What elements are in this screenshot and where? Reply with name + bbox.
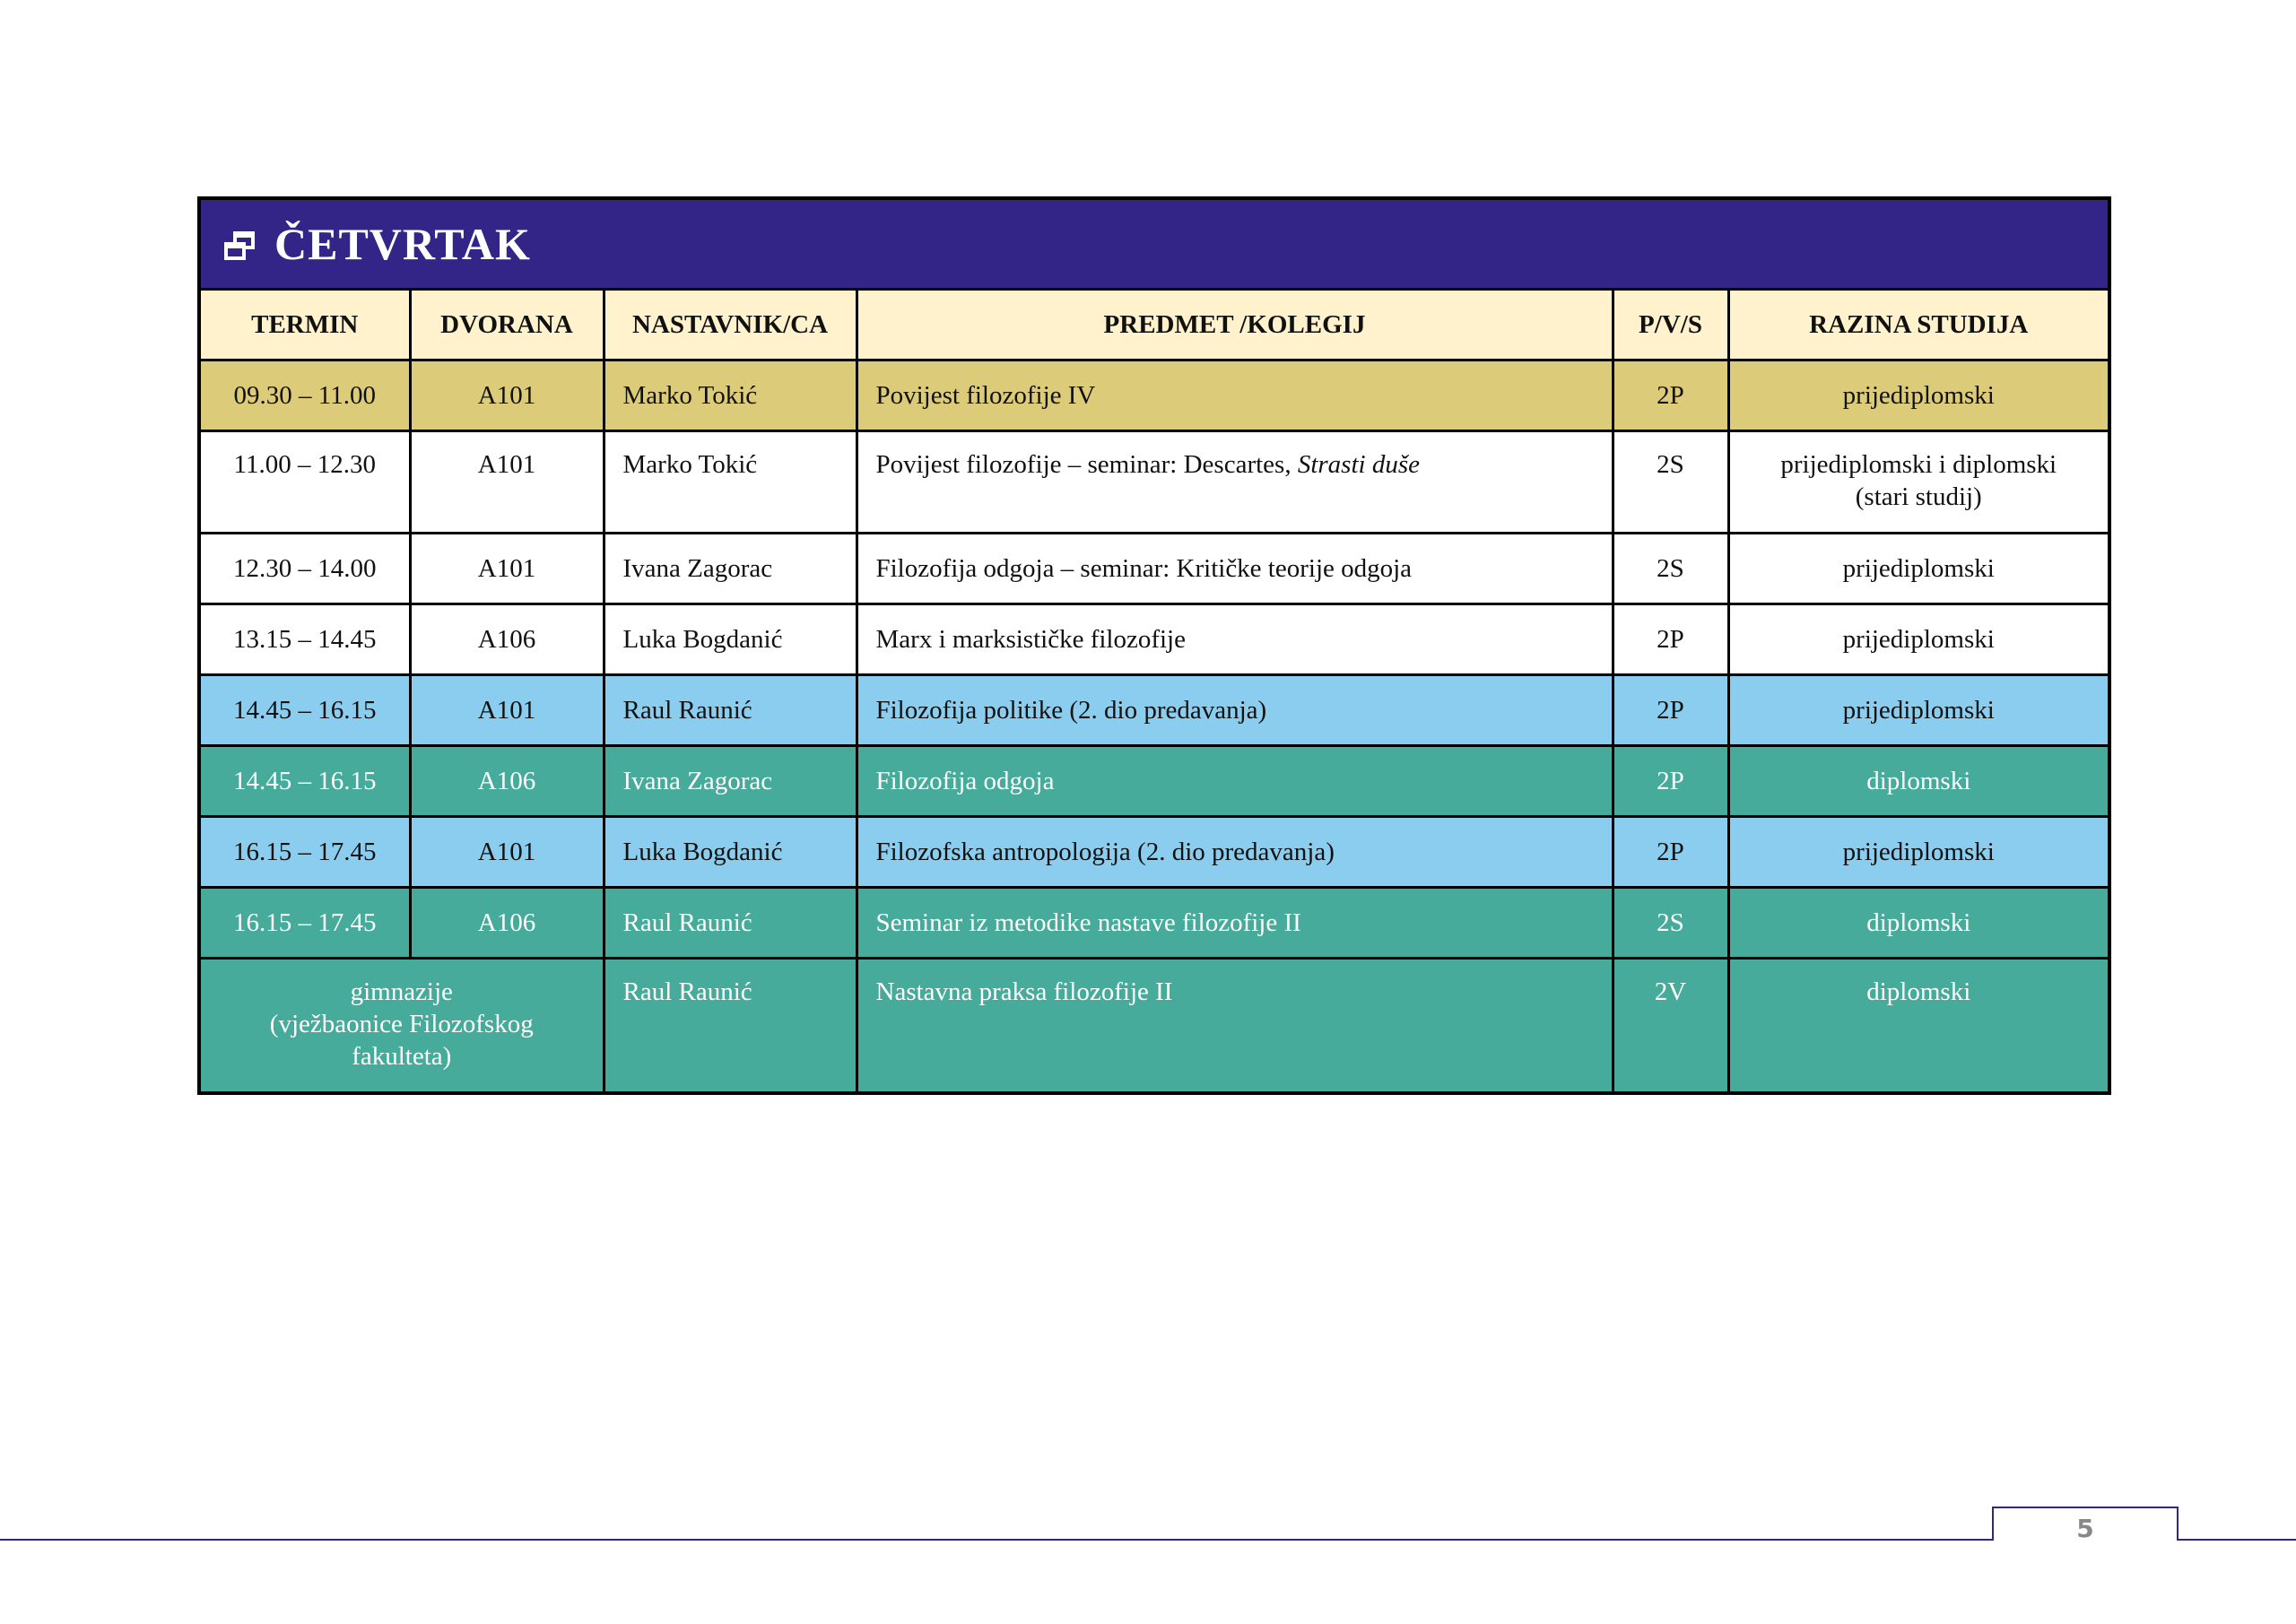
cell-predmet <box>857 431 1613 534</box>
header-predmet: PREDMET /KOLEGIJ <box>857 290 1613 360</box>
cell-nastavnik: Raul Raunić <box>604 675 857 746</box>
cell-termin: 13.15 – 14.45 <box>199 604 410 675</box>
table-row <box>199 888 2109 959</box>
cell-dvorana: A101 <box>410 431 604 534</box>
table-row <box>199 360 2109 431</box>
location-line1: gimnazije <box>350 977 453 1006</box>
cell-pvs: 2P <box>1613 746 1728 817</box>
footer-rule-left <box>0 1539 1993 1541</box>
cell-razina: diplomski <box>1728 746 2109 817</box>
cell-razina: prijediplomski <box>1728 817 2109 888</box>
cell-predmet: Povijest filozofije IV <box>857 360 1613 431</box>
cell-razina: diplomski <box>1728 959 2109 1093</box>
cell-termin: 14.45 – 16.15 <box>199 675 410 746</box>
schedule-table <box>197 196 2111 1095</box>
cell-nastavnik: Ivana Zagorac <box>604 534 857 604</box>
cell-razina: prijediplomski <box>1728 360 2109 431</box>
predmet-italic: Strasti duše <box>1297 450 1420 479</box>
cell-termin: 14.45 – 16.15 <box>199 746 410 817</box>
footer-rule-right <box>2177 1539 2296 1541</box>
cell-predmet: Marx i marksističke filozofije <box>857 604 1613 675</box>
cell-predmet: Filozofija politike (2. dio predavanja) <box>857 675 1613 746</box>
cell-razina: prijediplomski <box>1728 604 2109 675</box>
day-title: ČETVRTAK <box>274 219 531 269</box>
table-row <box>199 604 2109 675</box>
cell-razina: prijediplomski <box>1728 675 2109 746</box>
header-termin: TERMIN <box>199 290 410 360</box>
cell-nastavnik: Raul Raunić <box>604 959 857 1093</box>
cell-pvs: 2P <box>1613 604 1728 675</box>
cell-pvs: 2P <box>1613 360 1728 431</box>
location-line2: (vježbaonice Filozofskog <box>269 1010 534 1038</box>
cell-pvs: 2V <box>1613 959 1728 1093</box>
cell-pvs: 2S <box>1613 534 1728 604</box>
cell-nastavnik: Raul Raunić <box>604 888 857 959</box>
cell-pvs: 2S <box>1613 888 1728 959</box>
table-row <box>199 959 2109 1093</box>
cell-nastavnik: Luka Bogdanić <box>604 817 857 888</box>
page-number: 5 <box>2076 1514 2094 1543</box>
cell-dvorana: A101 <box>410 817 604 888</box>
cell-predmet: Filozofija odgoja – seminar: Kritičke teorije odgoja <box>857 534 1613 604</box>
cell-termin: 12.30 – 14.00 <box>199 534 410 604</box>
header-razina: RAZINA STUDIJA <box>1728 290 2109 360</box>
header-nastavnik: NASTAVNIK/CA <box>604 290 857 360</box>
cell-pvs: 2P <box>1613 817 1728 888</box>
cell-termin: 16.15 – 17.45 <box>199 888 410 959</box>
cell-dvorana: A106 <box>410 604 604 675</box>
table-row <box>199 431 2109 534</box>
table-row <box>199 746 2109 817</box>
cell-nastavnik: Ivana Zagorac <box>604 746 857 817</box>
header-dvorana: DVORANA <box>410 290 604 360</box>
cell-dvorana: A101 <box>410 534 604 604</box>
cell-razina: diplomski <box>1728 888 2109 959</box>
razina-line1: prijediplomski i diplomski <box>1780 450 2057 479</box>
table-row <box>199 675 2109 746</box>
cell-predmet: Filozofska antropologija (2. dio predavanja) <box>857 817 1613 888</box>
cell-predmet: Seminar iz metodike nastave filozofije II <box>857 888 1613 959</box>
cell-nastavnik: Marko Tokić <box>604 360 857 431</box>
razina-line2: (stari studij) <box>1855 482 1982 511</box>
location-line3: fakulteta) <box>352 1042 452 1071</box>
cell-nastavnik: Marko Tokić <box>604 431 857 534</box>
cell-pvs: 2P <box>1613 675 1728 746</box>
header-pvs: P/V/S <box>1613 290 1728 360</box>
cell-predmet: Filozofija odgoja <box>857 746 1613 817</box>
table-row <box>199 817 2109 888</box>
table-row <box>199 534 2109 604</box>
cell-termin: 11.00 – 12.30 <box>199 431 410 534</box>
cell-dvorana: A101 <box>410 360 604 431</box>
header-row <box>199 290 2109 360</box>
predmet-text: Povijest filozofije – seminar: Descartes, <box>875 450 1298 479</box>
cell-location <box>199 959 604 1093</box>
cell-razina: prijediplomski <box>1728 534 2109 604</box>
cell-termin: 09.30 – 11.00 <box>199 360 410 431</box>
cell-termin: 16.15 – 17.45 <box>199 817 410 888</box>
restore-window-icon <box>222 230 258 265</box>
cell-dvorana: A101 <box>410 675 604 746</box>
day-title-bar <box>199 198 2109 290</box>
cell-predmet: Nastavna praksa filozofije II <box>857 959 1613 1093</box>
cell-razina <box>1728 431 2109 534</box>
cell-pvs: 2S <box>1613 431 1728 534</box>
cell-nastavnik: Luka Bogdanić <box>604 604 857 675</box>
cell-dvorana: A106 <box>410 746 604 817</box>
cell-dvorana: A106 <box>410 888 604 959</box>
